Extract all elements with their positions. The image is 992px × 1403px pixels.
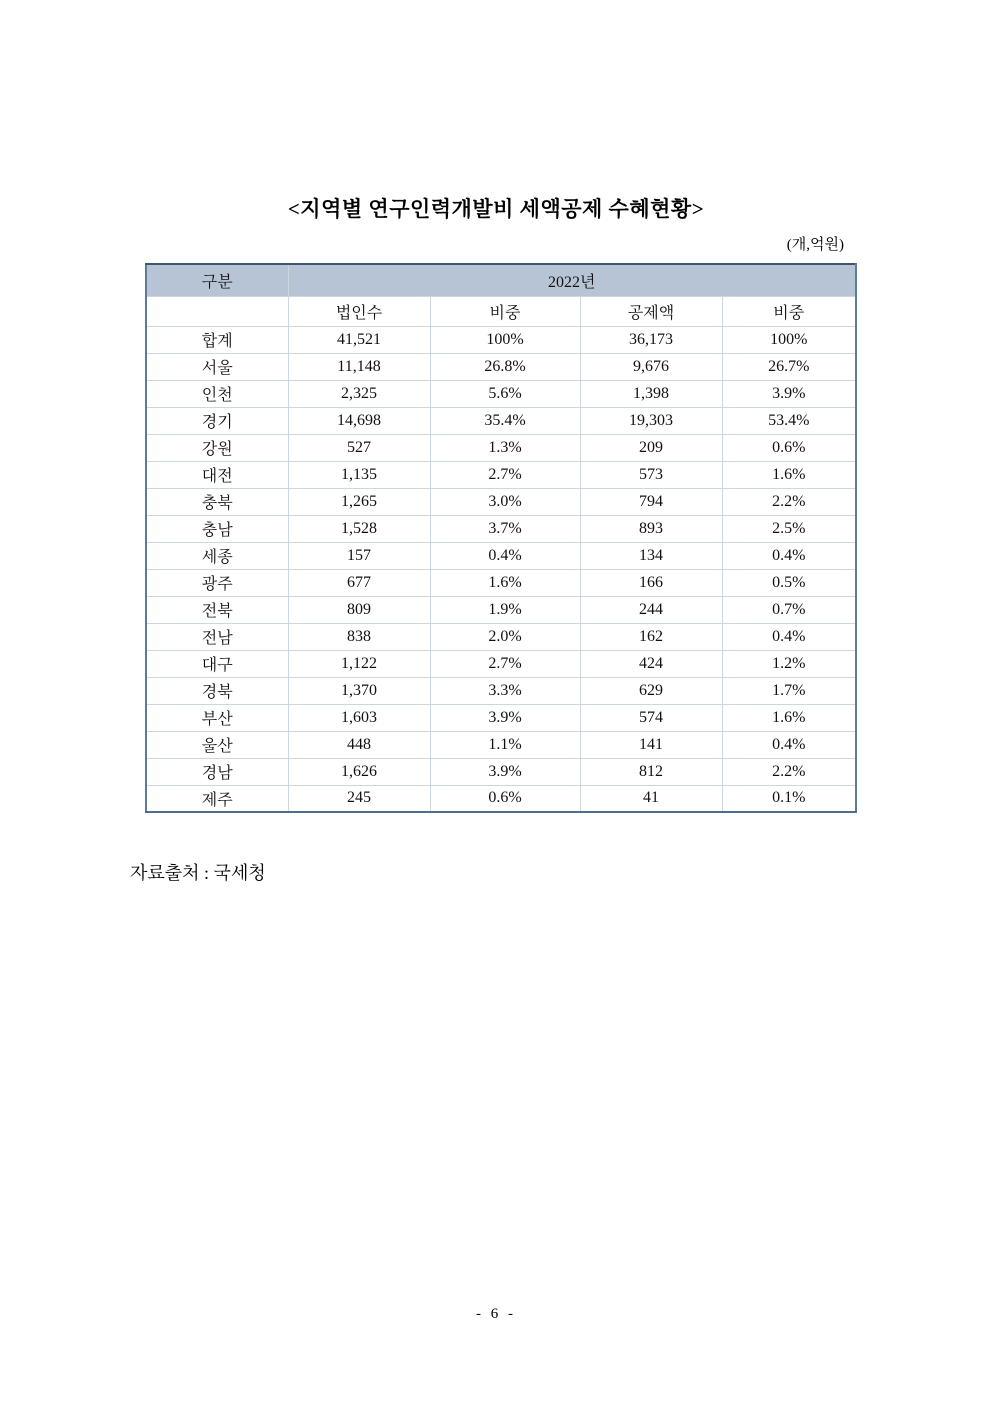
table-header-row-year (146, 264, 856, 296)
corp-count-cell: 838 (288, 623, 430, 650)
corp-share-cell: 100% (430, 326, 580, 353)
credit-amount-cell: 41 (580, 785, 722, 812)
region-cell: 경북 (146, 677, 288, 704)
corner-header-cell: 구분 (146, 264, 288, 296)
region-cell: 충북 (146, 488, 288, 515)
table-row (146, 704, 856, 731)
table-row (146, 407, 856, 434)
region-cell: 서울 (146, 353, 288, 380)
corp-count-cell: 245 (288, 785, 430, 812)
corp-share-cell: 5.6% (430, 380, 580, 407)
corp-count-cell: 41,521 (288, 326, 430, 353)
region-cell: 전북 (146, 596, 288, 623)
region-cell: 광주 (146, 569, 288, 596)
credit-amount-cell: 573 (580, 461, 722, 488)
credit-amount-cell: 9,676 (580, 353, 722, 380)
page-number: - 6 - (476, 1306, 516, 1322)
subheader-corp-share: 비중 (430, 296, 580, 326)
table-header-row-measures (146, 296, 856, 326)
table-row (146, 650, 856, 677)
credit-share-cell: 0.4% (722, 731, 856, 758)
table-row (146, 758, 856, 785)
table-row (146, 596, 856, 623)
region-cell: 경남 (146, 758, 288, 785)
region-cell: 대구 (146, 650, 288, 677)
subheader-corp-count: 법인수 (288, 296, 430, 326)
region-cell: 합계 (146, 326, 288, 353)
subheader-credit-share: 비중 (722, 296, 856, 326)
credit-share-cell: 1.6% (722, 704, 856, 731)
corp-count-cell: 1,370 (288, 677, 430, 704)
credit-share-cell: 0.4% (722, 542, 856, 569)
credit-amount-cell: 812 (580, 758, 722, 785)
table-row (146, 542, 856, 569)
corp-count-cell: 527 (288, 434, 430, 461)
credit-share-cell: 1.2% (722, 650, 856, 677)
region-cell: 전남 (146, 623, 288, 650)
regional-tax-credit-table (145, 263, 857, 813)
corp-count-cell: 1,603 (288, 704, 430, 731)
credit-share-cell: 100% (722, 326, 856, 353)
region-cell: 울산 (146, 731, 288, 758)
corp-count-cell: 809 (288, 596, 430, 623)
credit-amount-cell: 424 (580, 650, 722, 677)
corp-count-cell: 11,148 (288, 353, 430, 380)
credit-amount-cell: 141 (580, 731, 722, 758)
table-row (146, 623, 856, 650)
region-cell: 충남 (146, 515, 288, 542)
region-cell: 인천 (146, 380, 288, 407)
table-row (146, 326, 856, 353)
credit-amount-cell: 209 (580, 434, 722, 461)
credit-share-cell: 1.6% (722, 461, 856, 488)
table-row (146, 380, 856, 407)
credit-amount-cell: 794 (580, 488, 722, 515)
corp-share-cell: 2.7% (430, 461, 580, 488)
table-row (146, 488, 856, 515)
corp-count-cell: 1,135 (288, 461, 430, 488)
subheader-credit-amount: 공제액 (580, 296, 722, 326)
credit-amount-cell: 629 (580, 677, 722, 704)
table-row (146, 434, 856, 461)
credit-share-cell: 2.2% (722, 758, 856, 785)
credit-share-cell: 0.7% (722, 596, 856, 623)
credit-share-cell: 1.7% (722, 677, 856, 704)
corp-share-cell: 35.4% (430, 407, 580, 434)
page-title: <지역별 연구인력개발비 세액공제 수혜현황> (287, 197, 705, 221)
corp-share-cell: 1.1% (430, 731, 580, 758)
corp-share-cell: 1.9% (430, 596, 580, 623)
region-cell: 제주 (146, 785, 288, 812)
credit-amount-cell: 134 (580, 542, 722, 569)
credit-share-cell: 26.7% (722, 353, 856, 380)
credit-amount-cell: 244 (580, 596, 722, 623)
corp-share-cell: 0.4% (430, 542, 580, 569)
corp-count-cell: 14,698 (288, 407, 430, 434)
corp-share-cell: 0.6% (430, 785, 580, 812)
corp-share-cell: 26.8% (430, 353, 580, 380)
corp-share-cell: 2.0% (430, 623, 580, 650)
corp-share-cell: 3.3% (430, 677, 580, 704)
corp-share-cell: 1.6% (430, 569, 580, 596)
credit-amount-cell: 19,303 (580, 407, 722, 434)
credit-share-cell: 3.9% (722, 380, 856, 407)
table-row (146, 515, 856, 542)
credit-share-cell: 53.4% (722, 407, 856, 434)
credit-amount-cell: 162 (580, 623, 722, 650)
corp-share-cell: 3.9% (430, 758, 580, 785)
corp-count-cell: 1,528 (288, 515, 430, 542)
credit-share-cell: 0.5% (722, 569, 856, 596)
year-header-cell: 2022년 (288, 264, 856, 296)
credit-amount-cell: 36,173 (580, 326, 722, 353)
corp-share-cell: 1.3% (430, 434, 580, 461)
region-cell: 대전 (146, 461, 288, 488)
corp-count-cell: 2,325 (288, 380, 430, 407)
corp-count-cell: 677 (288, 569, 430, 596)
corp-count-cell: 1,626 (288, 758, 430, 785)
region-cell: 강원 (146, 434, 288, 461)
credit-share-cell: 2.5% (722, 515, 856, 542)
table-row (146, 677, 856, 704)
credit-amount-cell: 1,398 (580, 380, 722, 407)
corp-count-cell: 1,265 (288, 488, 430, 515)
corp-count-cell: 157 (288, 542, 430, 569)
source-note: 자료출처 : 국세청 (130, 863, 266, 883)
corp-share-cell: 3.0% (430, 488, 580, 515)
corp-share-cell: 3.9% (430, 704, 580, 731)
credit-share-cell: 2.2% (722, 488, 856, 515)
table-row (146, 353, 856, 380)
corp-count-cell: 1,122 (288, 650, 430, 677)
credit-amount-cell: 574 (580, 704, 722, 731)
corp-count-cell: 448 (288, 731, 430, 758)
region-cell: 부산 (146, 704, 288, 731)
corp-share-cell: 3.7% (430, 515, 580, 542)
empty-header-cell (146, 296, 288, 326)
credit-share-cell: 0.4% (722, 623, 856, 650)
table-row (146, 461, 856, 488)
table-row (146, 569, 856, 596)
table-row (146, 785, 856, 812)
table-row (146, 731, 856, 758)
credit-amount-cell: 893 (580, 515, 722, 542)
region-cell: 경기 (146, 407, 288, 434)
credit-amount-cell: 166 (580, 569, 722, 596)
unit-note: (개,억원) (786, 237, 844, 253)
region-cell: 세종 (146, 542, 288, 569)
credit-share-cell: 0.6% (722, 434, 856, 461)
corp-share-cell: 2.7% (430, 650, 580, 677)
credit-share-cell: 0.1% (722, 785, 856, 812)
